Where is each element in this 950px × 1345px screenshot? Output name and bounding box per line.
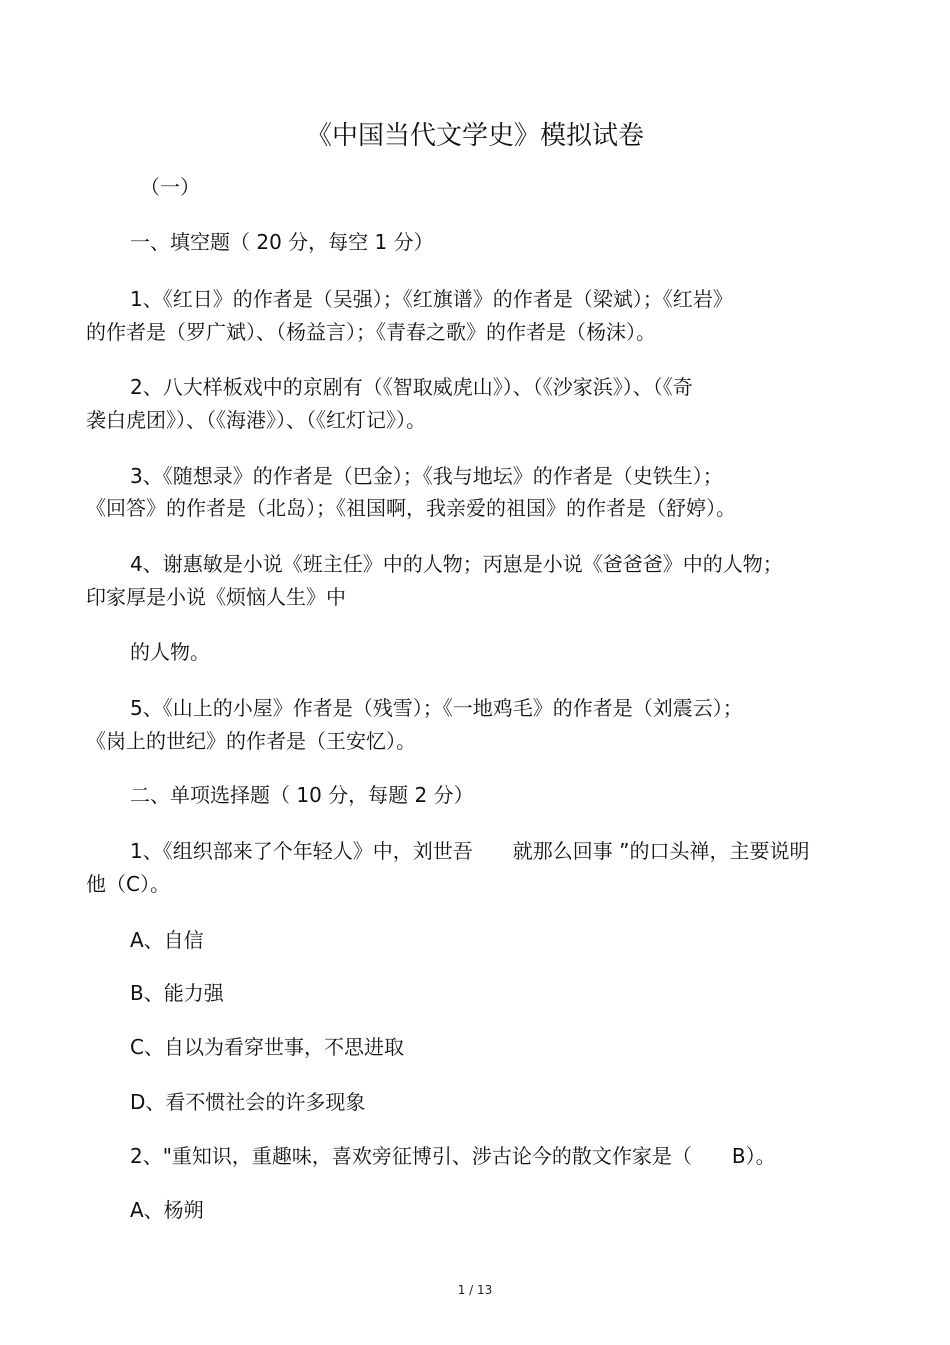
s2-q2-line1: 2、"重知识，重趣味，喜欢旁征博引、涉古论今的散文作家是（ B）。	[130, 1144, 776, 1168]
s2-q1-option-b: B、能力强	[130, 981, 224, 1005]
s1-q4-line3: 的人物。	[130, 640, 210, 664]
s1-q2-line1: 2、八大样板戏中的京剧有（《智取威虎山》）、（《沙家浜》）、（《奇	[130, 375, 693, 399]
page-number: 1 / 13	[457, 1283, 493, 1297]
section1-heading: 一、填空题（ 20 分，每空 1 分）	[130, 230, 434, 254]
s1-q1-line2: 的作者是（罗广斌）、（杨益言）；《青春之歌》的作者是（杨沫）。	[86, 320, 656, 344]
s1-q5-line2: 《岗上的世纪》的作者是（王安忆）。	[86, 729, 416, 753]
s1-q5-line1: 5、《山上的小屋》作者是（残雪）；《一地鸡毛》的作者是（刘震云）；	[130, 696, 743, 720]
s2-q1-option-c: C、自以为看穿世事，不思进取	[130, 1035, 404, 1059]
s2-q1-line2: 他（C）。	[86, 872, 170, 896]
page-title: 《中国当代文学史》模拟试卷	[305, 121, 644, 151]
s1-q4-line1: 4、谢惠敏是小说《班主任》中的人物；丙崽是小说《爸爸爸》中的人物；	[130, 552, 783, 576]
s1-q3-line1: 3、《随想录》的作者是（巴金）；《我与地坛》的作者是（史铁生）；	[130, 464, 723, 488]
s2-q1-line1: 1、《组织部来了个年轻人》中，刘世吾 就那么回事 ”的口头禅，主要说明	[130, 839, 810, 863]
s2-q1-option-d: D、看不惯社会的许多现象	[130, 1090, 366, 1114]
s2-q2-option-a: A、杨朔	[130, 1198, 204, 1222]
s1-q3-line2: 《回答》的作者是（北岛）；《祖国啊，我亲爱的祖国》的作者是（舒婷）。	[86, 496, 736, 520]
s1-q1-line1: 1、《红日》的作者是（吴强）；《红旗谱》的作者是（梁斌）；《红岩》	[130, 287, 733, 311]
section2-heading: 二、单项选择题（ 10 分，每题 2 分）	[130, 783, 474, 807]
s1-q4-line2: 印家厚是小说《烦恼人生》中	[86, 585, 346, 609]
part-label: （一）	[140, 175, 200, 199]
s1-q2-line2: 袭白虎团》）、（《海港》）、（《红灯记》）。	[86, 408, 426, 432]
s2-q1-option-a: A、自信	[130, 928, 204, 952]
